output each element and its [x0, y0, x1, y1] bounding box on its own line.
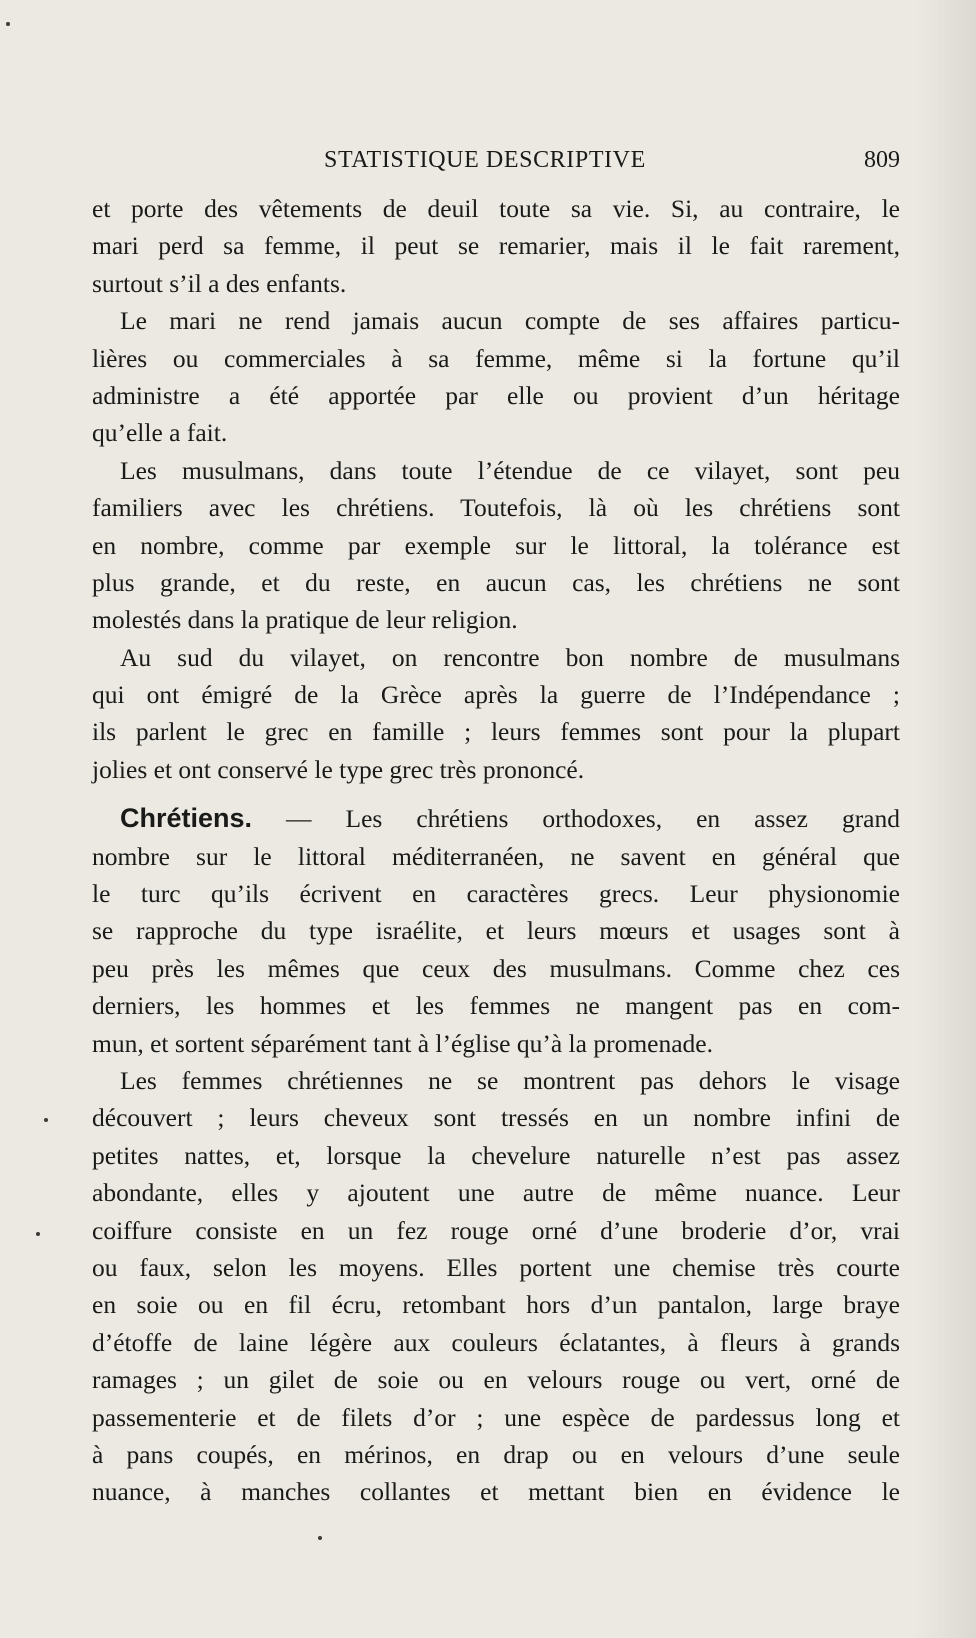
text-line: abondante, elles y ajoutent une autre de même nuance. Leur: [92, 1178, 900, 1208]
text-line: ou faux, selon les moyens. Elles portent une chemise très courte: [92, 1252, 900, 1282]
text-line: Le mari ne rend jamais aucun compte de ses affaires particu-: [120, 306, 900, 336]
section-heading: Chrétiens.: [120, 803, 253, 834]
text-line: découvert ; leurs cheveux sont tressés en un nombre infini de: [92, 1103, 900, 1133]
scan-speck: [36, 1232, 40, 1236]
text-line: [92, 800, 900, 837]
scan-speck: [318, 1536, 322, 1540]
text-line: nuance, à manches collantes et mettant bien en évidence le: [92, 1477, 900, 1507]
text-line: Les femmes chrétiennes ne se montrent pas dehors le visage: [120, 1065, 900, 1095]
text-line: qui ont émigré de la Grèce après la guerre de l’Indépendance ;: [92, 680, 900, 710]
paragraph: [92, 639, 900, 789]
text-line: en soie ou en fil écru, retombant hors d’un pantalon, large braye: [92, 1290, 900, 1320]
text-line: Au sud du vilayet, on rencontre bon nombre de musulmans: [120, 642, 900, 672]
paragraph: [92, 302, 900, 452]
section-gap: [92, 788, 900, 800]
text-line: le turc qu’ils écrivent en caractères grecs. Leur physionomie: [92, 879, 900, 909]
text-line: surtout s’il a des enfants.: [92, 268, 347, 298]
text-line: Les musulmans, dans toute l’étendue de ce vilayet, sont peu: [120, 455, 900, 485]
text-line: à pans coupés, en mérinos, en drap ou en velours d’une seule: [92, 1439, 900, 1469]
text-line: petites nattes, et, lorsque la chevelure naturelle n’est pas assez: [92, 1140, 900, 1170]
body-text: [92, 190, 900, 1511]
text-line: se rapproche du type israélite, et leurs mœurs et usages sont à: [92, 916, 900, 946]
text-line: derniers, les hommes et les femmes ne mangent pas en com-: [92, 991, 900, 1021]
text-line: d’étoffe de laine légère aux couleurs éclatantes, à fleurs à grands: [92, 1327, 900, 1357]
text-line: nombre sur le littoral méditerranéen, ne savent en général que: [92, 841, 900, 871]
text-line: passementerie et de filets d’or ; une espèce de pardessus long et: [92, 1402, 900, 1432]
text-line: ils parlent le grec en famille ; leurs femmes sont pour la plupart: [92, 717, 900, 747]
text-line: mun, et sortent séparément tant à l’église qu’à la promenade.: [92, 1028, 713, 1058]
paragraph: [92, 190, 900, 302]
running-title: STATISTIQUE DESCRIPTIVE: [324, 147, 646, 173]
text-line: jolies et ont conservé le type grec très prononcé.: [92, 754, 585, 784]
section-chretiens: [92, 800, 900, 1062]
text-line: ramages ; un gilet de soie ou en velours rouge ou vert, orné de: [92, 1365, 900, 1395]
text-line: familiers avec les chrétiens. Toutefois, là où les chrétiens sont: [92, 493, 900, 523]
paragraph: [92, 452, 900, 639]
text-line: en nombre, comme par exemple sur le littoral, la tolérance est: [92, 530, 900, 560]
scan-speck: [6, 22, 10, 26]
page-number: 809: [864, 147, 900, 173]
text-line: plus grande, et du reste, en aucun cas, les chrétiens ne sont: [92, 567, 900, 597]
text-line: administre a été apportée par elle ou provient d’un héritage: [92, 380, 900, 410]
text-line: molestés dans la pratique de leur religion.: [92, 605, 518, 635]
heading-continuation: — Les chrétiens orthodoxes, en assez grand: [286, 804, 900, 834]
text-line: et porte des vêtements de deuil toute sa vie. Si, au contraire, le: [92, 194, 900, 223]
paragraph: [92, 1062, 900, 1511]
text-line: peu près les mêmes que ceux des musulmans. Comme chez ces: [92, 953, 900, 983]
running-head: [92, 142, 900, 178]
text-line: qu’elle a fait.: [92, 418, 228, 448]
text-line: lières ou commerciales à sa femme, même si la fortune qu’il: [92, 343, 900, 373]
scan-speck: [44, 1118, 48, 1122]
text-line: mari perd sa femme, il peut se remarier, mais il le fait rarement,: [92, 231, 900, 261]
text-line: coiffure consiste en un fez rouge orné d’une broderie d’or, vrai: [92, 1215, 900, 1245]
